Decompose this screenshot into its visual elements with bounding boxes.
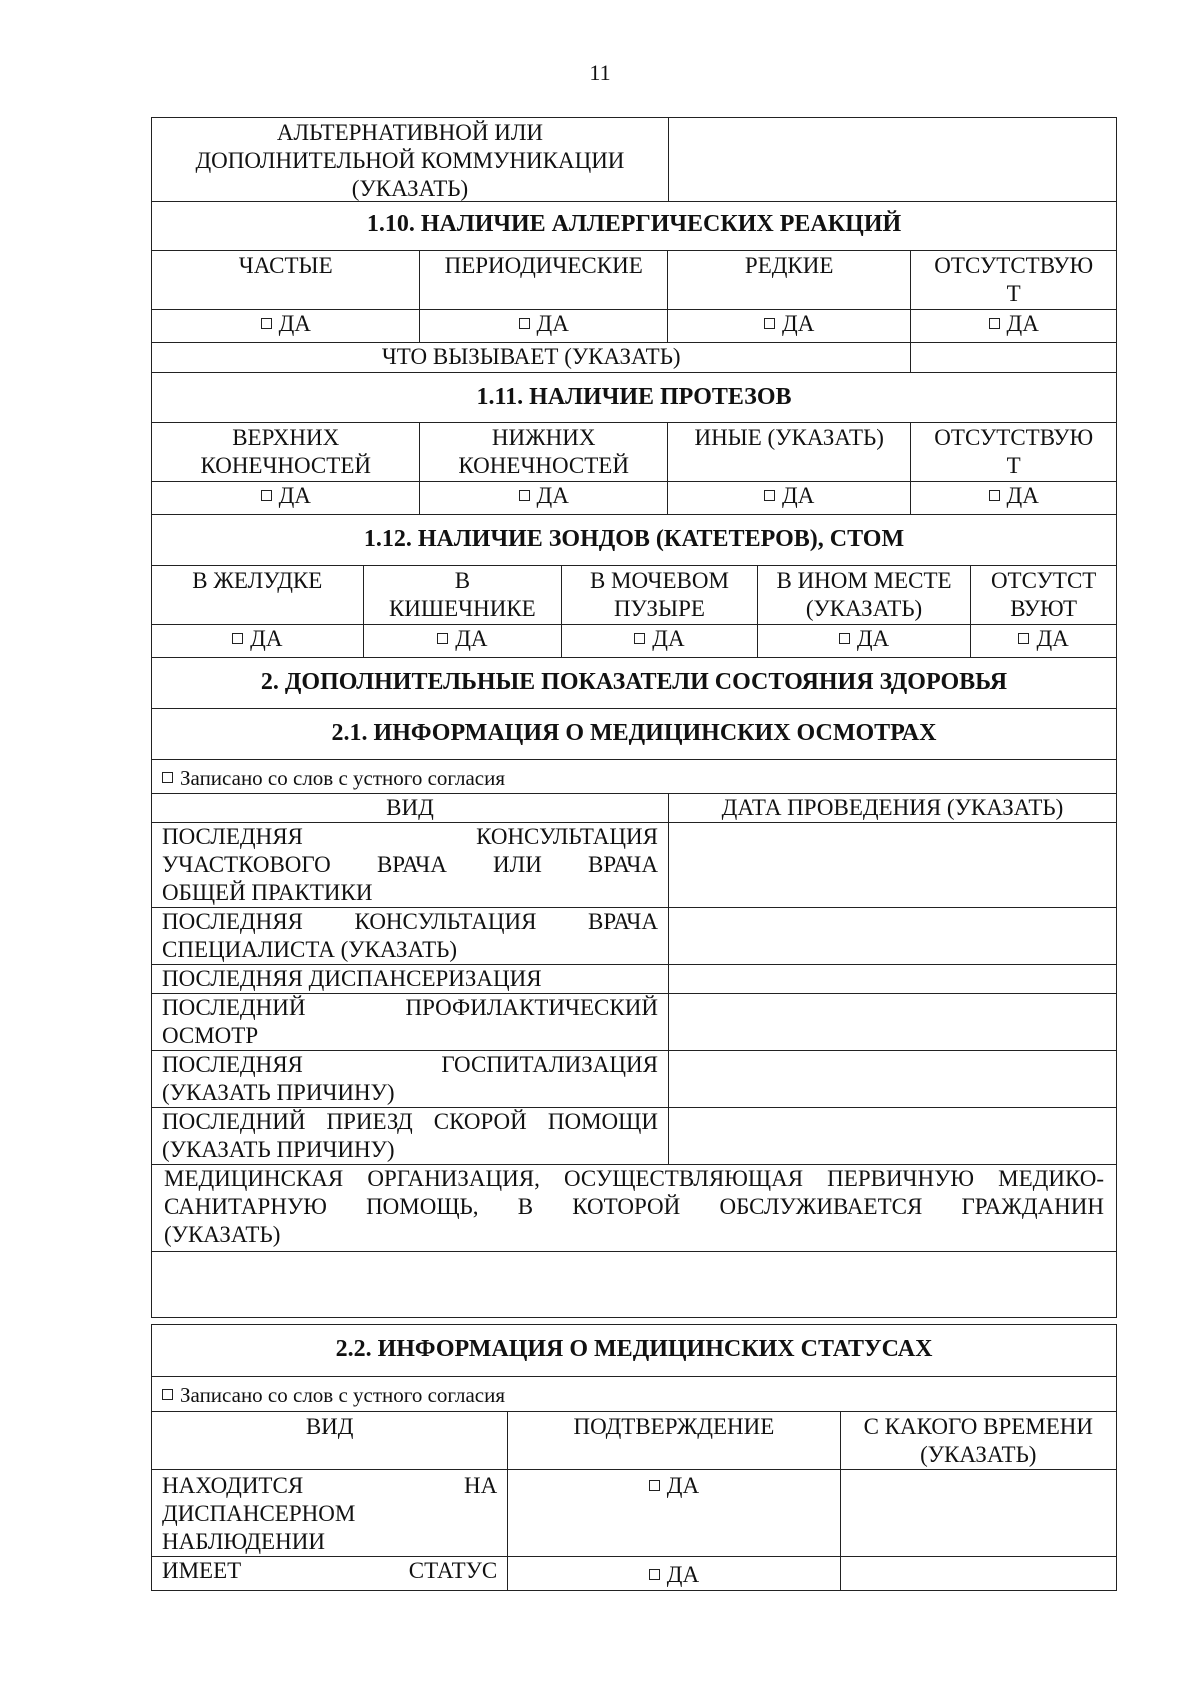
- checkbox-icon: [519, 318, 530, 329]
- checkbox-icon: [649, 1569, 660, 1580]
- statuses-col-confirm: ПОДТВЕРЖДЕНИЕ: [507, 1412, 839, 1469]
- probes-header-other: В ИНОМ МЕСТЕ (УКАЗАТЬ): [757, 566, 971, 624]
- prosthesis-absent-checkbox[interactable]: ДА: [910, 482, 1116, 514]
- allergy-periodic-checkbox[interactable]: ДА: [419, 310, 666, 342]
- statuses-col-kind: ВИД: [305, 1414, 354, 1439]
- exam-date-specialist[interactable]: [668, 908, 1116, 964]
- exam-row-preventive: ПОСЛЕДНИЙ ПРОФИЛАКТИЧЕСКИЙ ОСМОТР: [162, 995, 658, 1048]
- allergy-absent-checkbox[interactable]: ДА: [910, 310, 1116, 342]
- allergy-cause-field[interactable]: [910, 343, 1116, 372]
- exam-row-specialist: ПОСЛЕДНЯЯ КОНСУЛЬТАЦИЯ ВРАЧА СПЕЦИАЛИСТА (УКАЗАТЬ): [162, 909, 658, 962]
- allergy-header-rare: РЕДКИЕ: [667, 251, 911, 309]
- checkbox-icon: [989, 490, 1000, 501]
- allergy-section: [151, 200, 1117, 373]
- prosthesis-header-upper: ВЕРХНИХ КОНЕЧНОСТЕЙ: [200, 425, 371, 478]
- checkbox-icon: [261, 318, 272, 329]
- prosthesis-other-checkbox[interactable]: ДА: [667, 482, 911, 514]
- exam-date-hospitalization[interactable]: [668, 1051, 1116, 1107]
- checkbox-icon: [649, 1480, 660, 1491]
- statuses-title: 2.2. ИНФОРМАЦИЯ О МЕДИЦИНСКИХ СТАТУСАХ: [335, 1336, 933, 1362]
- exam-row-dispensary: ПОСЛЕДНЯЯ ДИСПАНСЕРИЗАЦИЯ: [162, 966, 542, 991]
- allergy-header-absent: ОТСУТСТВУЮ Т: [910, 251, 1116, 309]
- allergy-title: 1.10. НАЛИЧИЕ АЛЛЕРГИЧЕСКИХ РЕАКЦИЙ: [366, 211, 902, 237]
- exams-col-kind: ВИД: [386, 795, 434, 820]
- exams-col-date: ДАТА ПРОВЕДЕНИЯ (УКАЗАТЬ): [668, 794, 1116, 822]
- status-row-has-status: ИМЕЕТ СТАТУС: [162, 1558, 498, 1583]
- allergy-rare-checkbox[interactable]: ДА: [667, 310, 911, 342]
- exam-row-hospitalization: ПОСЛЕДНЯЯ ГОСПИТАЛИЗАЦИЯ (УКАЗАТЬ ПРИЧИНУ): [162, 1052, 658, 1105]
- checkbox-icon: [764, 318, 775, 329]
- statuses-consent-checkbox[interactable]: Записано со слов с устного согласия: [152, 1377, 1116, 1411]
- allergy-header-frequent: ЧАСТЫЕ: [238, 253, 333, 278]
- probes-header-absent: ОТСУТСТ ВУЮТ: [970, 566, 1116, 624]
- probes-header-stomach: В ЖЕЛУДКЕ: [192, 568, 323, 593]
- status-dispensary-checkbox[interactable]: ДА: [507, 1470, 839, 1556]
- probes-stomach-checkbox[interactable]: ДА: [152, 625, 363, 657]
- checkbox-icon: [437, 633, 448, 644]
- checkbox-icon: [261, 490, 272, 501]
- allergy-cause-label: ЧТО ВЫЗЫВАЕТ (УКАЗАТЬ): [381, 344, 681, 369]
- probes-section: [151, 514, 1117, 658]
- section2-title: 2. ДОПОЛНИТЕЛЬНЫЕ ПОКАЗАТЕЛИ СОСТОЯНИЯ ЗДОРОВЬЯ: [260, 669, 1008, 695]
- prosthesis-header-lower: НИЖНИХ КОНЕЧНОСТЕЙ: [419, 423, 666, 481]
- probes-header-intestine: В КИШЕЧНИКЕ: [363, 566, 562, 624]
- checkbox-icon: [519, 490, 530, 501]
- exam-row-district-doctor: ПОСЛЕДНЯЯ КОНСУЛЬТАЦИЯ УЧАСТКОВОГО ВРАЧА ИЛИ ВРАЧА ОБЩЕЙ ПРАКТИКИ: [162, 824, 658, 905]
- checkbox-icon: [634, 633, 645, 644]
- prosthesis-header-other: ИНЫЕ (УКАЗАТЬ): [667, 423, 911, 481]
- exams-consent-checkbox[interactable]: Записано со слов с устного согласия: [152, 760, 1116, 793]
- medical-organization-label: МЕДИЦИНСКАЯ ОРГАНИЗАЦИЯ, ОСУЩЕСТВЛЯЮЩАЯ ПЕРВИЧНУЮ МЕДИКО- САНИТАРНУЮ ПОМОЩЬ, В КОТОРОЙ ОБСЛУЖИВАЕТСЯ ГРАЖДАНИН (УКАЗАТЬ): [164, 1166, 1104, 1247]
- status-has-status-checkbox[interactable]: ДА: [507, 1557, 839, 1590]
- probes-header-bladder: В МОЧЕВОМ ПУЗЫРЕ: [561, 566, 757, 624]
- prosthesis-lower-checkbox[interactable]: ДА: [419, 482, 666, 514]
- allergy-header-periodic: ПЕРИОДИЧЕСКИЕ: [419, 251, 666, 309]
- exam-date-preventive[interactable]: [668, 994, 1116, 1050]
- prosthesis-section: [151, 372, 1117, 515]
- checkbox-icon: [162, 772, 173, 783]
- checkbox-icon: [232, 633, 243, 644]
- exams-section: [151, 657, 1117, 1318]
- allergy-frequent-checkbox[interactable]: ДА: [152, 310, 419, 342]
- status-has-status-since-field[interactable]: [840, 1557, 1116, 1590]
- status-dispensary-since-field[interactable]: [840, 1470, 1116, 1556]
- exam-row-ambulance: ПОСЛЕДНИЙ ПРИЕЗД СКОРОЙ ПОМОЩИ (УКАЗАТЬ ПРИЧИНУ): [162, 1109, 658, 1162]
- prosthesis-title: 1.11. НАЛИЧИЕ ПРОТЕЗОВ: [476, 384, 792, 410]
- prosthesis-upper-checkbox[interactable]: ДА: [152, 482, 419, 514]
- probes-title: 1.12. НАЛИЧИЕ ЗОНДОВ (КАТЕТЕРОВ), СТОМ: [363, 526, 905, 552]
- communication-block: [151, 117, 1117, 202]
- probes-intestine-checkbox[interactable]: ДА: [363, 625, 562, 657]
- checkbox-icon: [764, 490, 775, 501]
- checkbox-icon: [839, 633, 850, 644]
- exam-date-dispensary[interactable]: [668, 965, 1116, 993]
- statuses-section: [151, 1324, 1117, 1591]
- communication-value-field[interactable]: [668, 118, 1116, 201]
- exams-title: 2.1. ИНФОРМАЦИЯ О МЕДИЦИНСКИХ ОСМОТРАХ: [331, 720, 937, 746]
- probes-bladder-checkbox[interactable]: ДА: [561, 625, 757, 657]
- page-number: 11: [589, 60, 611, 85]
- medical-organization-field[interactable]: [152, 1252, 1116, 1317]
- exam-date-ambulance[interactable]: [668, 1108, 1116, 1164]
- exam-date-district-doctor[interactable]: [668, 823, 1116, 907]
- checkbox-icon: [162, 1389, 173, 1400]
- probes-other-checkbox[interactable]: ДА: [757, 625, 971, 657]
- checkbox-icon: [1018, 633, 1029, 644]
- status-row-dispensary: НАХОДИТСЯ НА ДИСПАНСЕРНОМ НАБЛЮДЕНИИ: [162, 1473, 498, 1554]
- prosthesis-header-absent: ОТСУТСТВУЮ Т: [910, 423, 1116, 481]
- communication-label: АЛЬТЕРНАТИВНОЙ ИЛИ ДОПОЛНИТЕЛЬНОЙ КОММУНИКАЦИИ (УКАЗАТЬ): [195, 120, 625, 201]
- checkbox-icon: [989, 318, 1000, 329]
- probes-absent-checkbox[interactable]: ДА: [970, 625, 1116, 657]
- statuses-col-since: С КАКОГО ВРЕМЕНИ (УКАЗАТЬ): [840, 1412, 1116, 1469]
